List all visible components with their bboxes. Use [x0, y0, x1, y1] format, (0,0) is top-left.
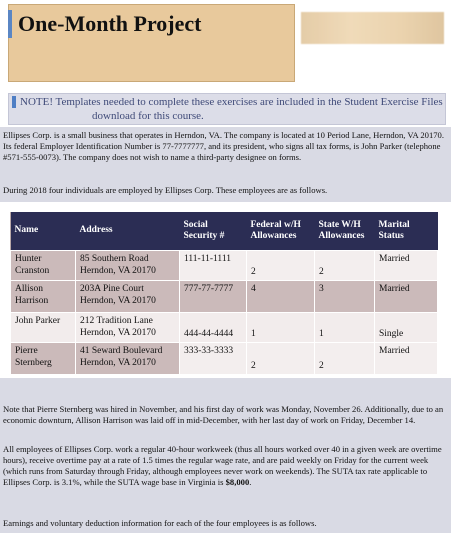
column-header-federal-allowances: Federal w/H Allowances: [247, 212, 315, 250]
cell-state-allowances: 2: [315, 342, 375, 374]
table-header-row: [11, 212, 438, 250]
note-marker-icon: [12, 96, 16, 108]
notes-paragraph-2-end: .: [249, 477, 252, 487]
header-accent-bar: [8, 10, 12, 38]
cell-state-allowances: 3: [315, 280, 375, 312]
cell-federal-allowances: 4: [247, 280, 315, 312]
cell-name: Pierre Sternberg: [11, 342, 76, 374]
cell-state-allowances: 1: [315, 312, 375, 342]
intro-paragraph-2: During 2018 four individuals are employed by Ellipses Corp. These employees are as follows.: [3, 185, 328, 195]
cell-name: Allison Harrison: [11, 280, 76, 312]
note-line-2: download for this course.: [92, 110, 204, 122]
employees-table-container: [10, 212, 437, 375]
notes-paragraph-3: Earnings and voluntary deduction information for each of the four employees is as follows.: [3, 518, 317, 528]
intro-paragraph-1: Ellipses Corp. is a small business that operates in Herndon, VA. The company is located at 10 Period Lane, Herndon, VA 20170. Its federal Employer Identification Number is 77-7777777, and its president, who signs all tax forms, is John Parker (telephone #571-555-0073). The company does not wish to name a third-party designee on forms.: [3, 130, 445, 162]
address-line-1: 41 Seward Boulevard: [80, 345, 163, 356]
suta-wage-base-amount: $8,000: [225, 477, 250, 487]
cell-federal-allowances: 2: [247, 342, 315, 374]
header-decorative-image: [301, 12, 444, 44]
note-line-1: NOTE! Templates needed to complete these exercises are included in the Student Exercise Files: [20, 96, 443, 108]
cell-name: John Parker: [11, 312, 76, 342]
cell-ssn: 333-33-3333: [180, 342, 247, 374]
cell-state-allowances: 2: [315, 250, 375, 280]
cell-ssn: 444-44-4444: [180, 312, 247, 342]
table-row: [11, 342, 438, 374]
page-title: One-Month Project: [18, 11, 202, 36]
cell-marital-status: Single: [375, 312, 438, 342]
address-line-2: Herndon, VA 20170: [80, 295, 156, 306]
column-header-ssn: Social Security #: [180, 212, 247, 250]
address-line-2: Herndon, VA 20170: [80, 327, 156, 338]
cell-address: [76, 280, 180, 312]
cell-ssn: 111-11-1111: [180, 250, 247, 280]
cell-address: [76, 342, 180, 374]
table-row: [11, 280, 438, 312]
cell-federal-allowances: 1: [247, 312, 315, 342]
address-line-1: 203A Pine Court: [80, 283, 144, 294]
notes-paragraph-1: Note that Pierre Sternberg was hired in November, and his first day of work was Monday, November 26. Additionally, due to an economic downturn, Allison Harrison was laid off in mid-December, with her last day of work on Friday, December 14.: [3, 404, 444, 425]
cell-ssn: 777-77-7777: [180, 280, 247, 312]
column-header-address: Address: [76, 212, 180, 250]
table-row: [11, 312, 438, 342]
column-header-state-allowances: State W/H Allowances: [315, 212, 375, 250]
employees-table: [10, 212, 438, 375]
address-line-1: 212 Tradition Lane: [80, 315, 153, 326]
cell-name: Hunter Cranston: [11, 250, 76, 280]
cell-address: [76, 250, 180, 280]
column-header-marital-status: Marital Status: [375, 212, 438, 250]
address-line-2: Herndon, VA 20170: [80, 357, 156, 368]
table-row: [11, 250, 438, 280]
cell-marital-status: Married: [375, 280, 438, 312]
address-line-2: Herndon, VA 20170: [80, 265, 156, 276]
cell-marital-status: Married: [375, 342, 438, 374]
column-header-name: Name: [11, 212, 76, 250]
cell-federal-allowances: 2: [247, 250, 315, 280]
cell-address: [76, 312, 180, 342]
notes-paragraph-2: [3, 444, 445, 488]
address-line-1: 85 Southern Road: [80, 253, 149, 264]
cell-marital-status: Married: [375, 250, 438, 280]
notes-paragraph-2-text: All employees of Ellipses Corp. work a regular 40-hour workweek (thus all hours worked over 40 in a given week are overtime hours), receive overtime pay at a rate of 1.5 times the regular wage rate, and are paid weekly on Friday for the current week (which runs from Saturday through Friday, although employees never work on weekends). The SUTA tax rate applicable to Ellipses Corp. is 3.1%, while the SUTA wage base in Virginia is: [3, 444, 442, 487]
